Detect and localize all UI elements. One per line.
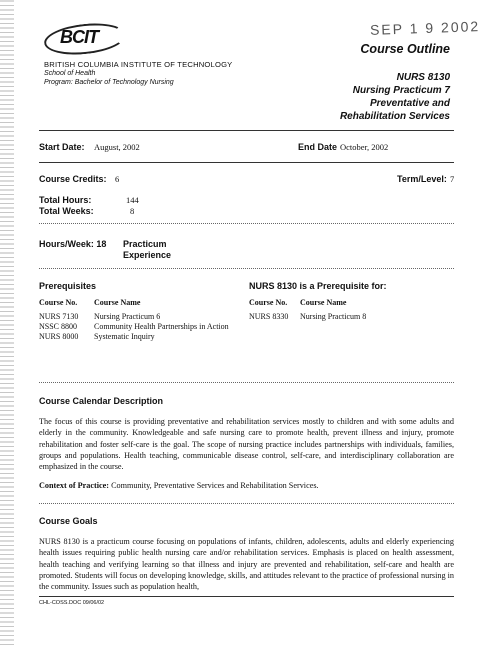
prereq-col-name: Course Name [94, 298, 141, 307]
term-level-label: Term/Level: [397, 174, 447, 184]
divider [39, 503, 454, 504]
footer-file: CHL-COSS.DOC 09/06/02 [39, 600, 105, 606]
course-name-line-2: Preventative and [369, 98, 450, 109]
prereq-row-name: Nursing Practicum 6 [94, 312, 161, 321]
course-code: NURS 8130 [396, 72, 450, 83]
total-weeks-value: 8 [130, 206, 135, 216]
bcit-logo: BCIT [44, 22, 124, 54]
end-date-value: October, 2002 [340, 142, 389, 152]
context-of-practice [39, 481, 454, 490]
start-date-value: August, 2002 [94, 142, 140, 152]
divider [39, 596, 454, 597]
prereq-row-name: Community Health Partnerships in Action [94, 322, 229, 331]
prereq-for-heading: NURS 8130 is a Prerequisite for: [249, 281, 387, 291]
prereq-for-col-name: Course Name [300, 298, 347, 307]
prereq-for-row-no: NURS 8330 [249, 312, 289, 321]
course-name-line-3: Rehabilitation Services [339, 111, 450, 122]
divider [39, 130, 454, 131]
calendar-heading: Course Calendar Description [39, 396, 164, 406]
total-weeks-label: Total Weeks: [39, 206, 94, 216]
prereq-col-no: Course No. [39, 298, 78, 307]
total-hours-label: Total Hours: [39, 195, 92, 205]
institute-name: BRITISH COLUMBIA INSTITUTE OF TECHNOLOGY [44, 60, 233, 69]
prereq-row-name: Systematic Inquiry [94, 332, 155, 341]
credits-value: 6 [115, 174, 120, 184]
doc-title: Course Outline [360, 42, 450, 56]
experience-type-line-2: Experience [123, 250, 172, 260]
school-name: School of Health [44, 70, 96, 77]
divider [39, 268, 454, 269]
divider [39, 382, 454, 383]
experience-type-line-1: Practicum [123, 239, 167, 249]
term-level-value: 7 [450, 174, 455, 184]
prereq-row-no: NURS 8000 [39, 332, 79, 341]
credits-label: Course Credits: [39, 174, 107, 184]
goals-description: NURS 8130 is a practicum course focusing on populations of infants, children, adolescents, adults and elderly experiencing health issues requiring public health nursing care and/or rehabilitation services. Emphasis is placed on health assessment, health teaching and verifying learning so that illness and injury are prevented and rehabilitation, self-care and health are promoted. Students will focus on developing knowledge, skills, and attitudes relevant to the practice of professional nursing in the community. Issues such as population health, [39, 537, 454, 592]
date-stamp: SEP 1 9 2002 [369, 18, 481, 38]
prereq-for-row-name: Nursing Practicum 8 [300, 312, 367, 321]
program-name: Program: Bachelor of Technology Nursing [44, 79, 174, 86]
end-date-label: End Date [298, 142, 338, 152]
prerequisites-heading: Prerequisites [39, 281, 97, 291]
context-value: Community, Preventative Services and Rehabilitation Services. [111, 481, 319, 490]
calendar-description: The focus of this course is providing preventative and rehabilitation services mostly to children and with some adults and elderly in the community. Knowledgeable and safe nursing care to promote health, prevent illness and injury, promote rehabilitation and foster self-care is the goal. The scope of nursing practice includes partnerships with individuals, families, groups and populations. Health teaching, communicable disease control, self-care, and interdisciplinary collaboration are emphasized in the course. [39, 417, 454, 472]
context-label: Context of Practice: [39, 481, 110, 490]
divider [39, 162, 454, 163]
total-hours-value: 144 [126, 195, 139, 205]
prereq-for-col-no: Course No. [249, 298, 288, 307]
prereq-row-no: NURS 7130 [39, 312, 79, 321]
course-name-line-1: Nursing Practicum 7 [352, 85, 450, 96]
hours-per-week-label: Hours/Week: 18 [39, 239, 107, 249]
start-date-label: Start Date: [39, 142, 85, 152]
divider [39, 223, 454, 224]
goals-heading: Course Goals [39, 516, 98, 526]
prereq-row-no: NSSC 8800 [39, 322, 78, 331]
scan-edge [0, 0, 14, 645]
